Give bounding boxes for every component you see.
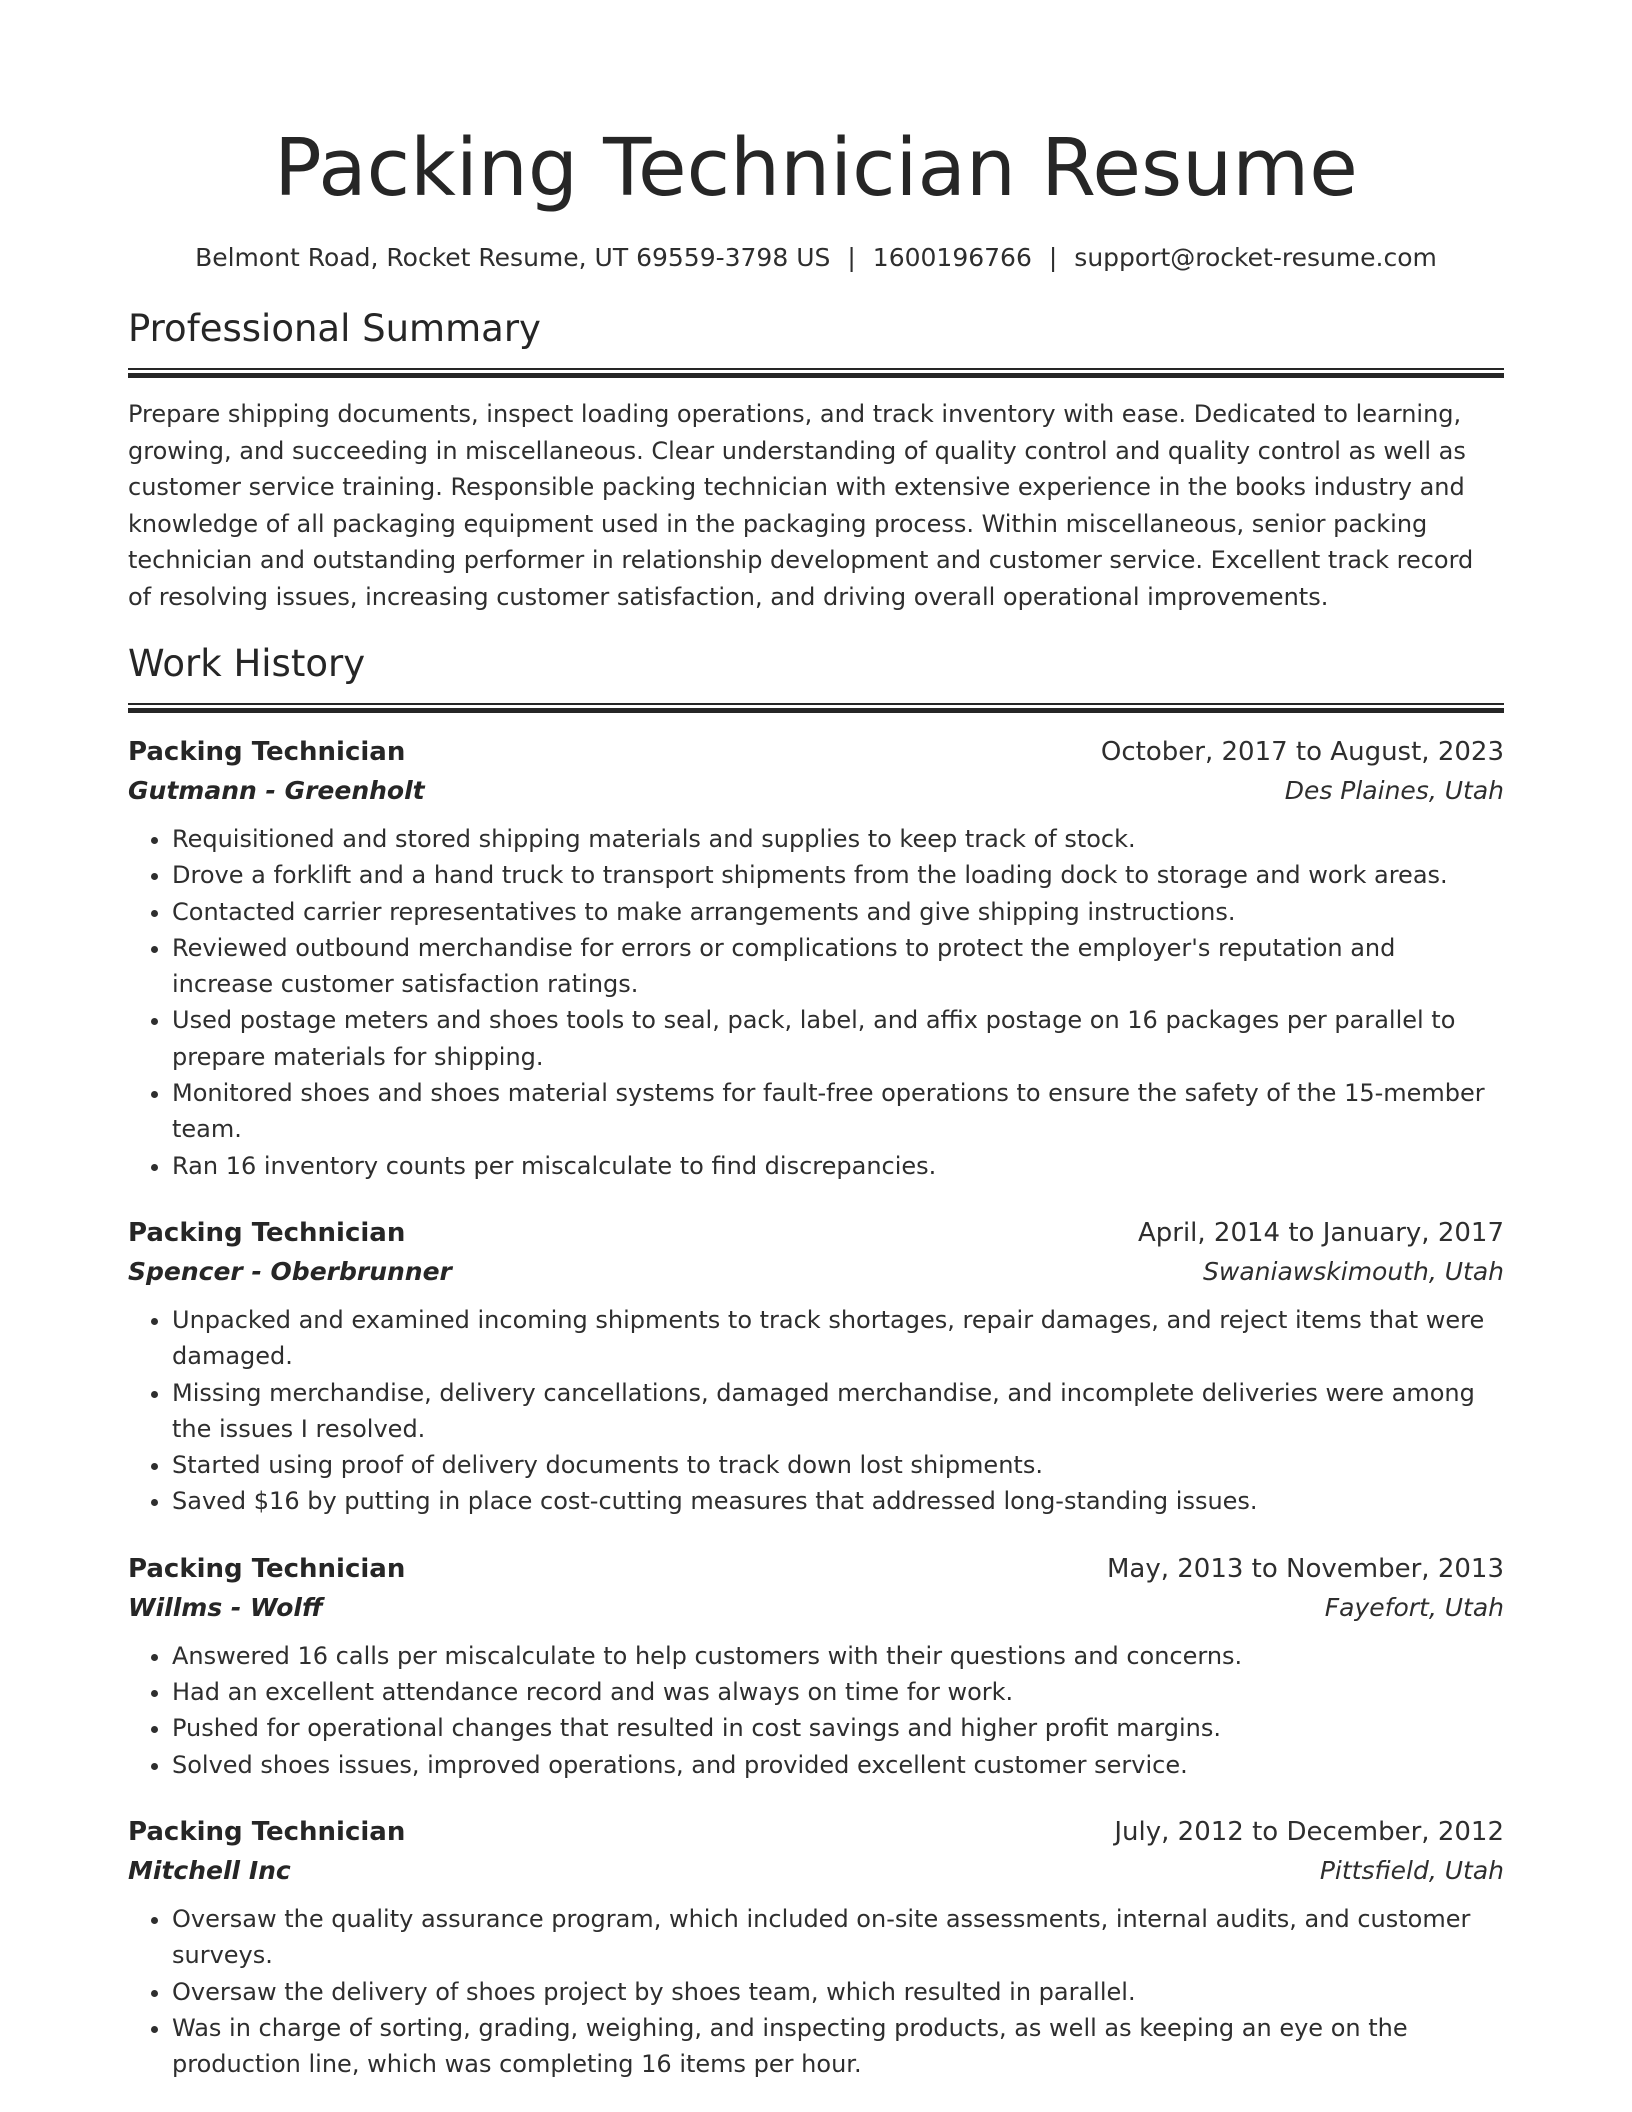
contact-separator: | [1048, 243, 1058, 272]
job-title: Packing Technician [128, 1217, 406, 1248]
job-bullet: • Drove a forklift and a hand truck to transport shipments from the loading dock to storage and work areas. [172, 857, 1504, 893]
job-bullet-list [128, 1638, 1504, 1783]
contact-address: Belmont Road, Rocket Resume, UT 69559-3798 US [195, 243, 831, 272]
job-header-row [128, 1214, 1504, 1252]
job-employer-row [128, 771, 1504, 811]
job-bullet: • Oversaw the quality assurance program, which included on-site assessments, internal audits, and customer surveys. [172, 1901, 1504, 1974]
resume-page [128, 0, 1504, 2082]
job-bullet: • Oversaw the delivery of shoes project by shoes team, which resulted in parallel. [172, 1974, 1504, 2010]
job-entry [128, 1214, 1504, 1520]
contact-separator: | [847, 243, 856, 272]
job-bullet-list [128, 821, 1504, 1184]
job-dates: May, 2013 to November, 2013 [1106, 1553, 1504, 1584]
job-bullet: • Had an excellent attendance record and was always on time for work. [172, 1674, 1504, 1710]
job-bullet: • Monitored shoes and shoes material systems for fault-free operations to ensure the safety of the 15-member team. [172, 1075, 1504, 1148]
section-divider [128, 368, 1504, 378]
contact-phone: 1600196766 [872, 243, 1032, 272]
job-bullet: • Saved $16 by putting in place cost-cutting measures that addressed long-standing issues. [172, 1483, 1504, 1519]
job-location: Pittsfield, Utah [1319, 1855, 1504, 1885]
job-bullet: • Unpacked and examined incoming shipments to track shortages, repair damages, and reject items that were damaged. [172, 1302, 1504, 1375]
summary-text: Prepare shipping documents, inspect loading operations, and track inventory with ease. Dedicated to learning, growing, and succeeding in miscellaneous. Clear understanding of quality control and quality control as well as customer service training. Responsible packing technician with extensive experience in the books industry and knowledge of all packaging equipment used in the packaging process. Within miscellaneous, senior packing technician and outstanding performer in relationship development and customer service. Excellent track record of resolving issues, increasing customer satisfaction, and driving overall operational improvements. [128, 400, 1474, 611]
job-dates: April, 2014 to January, 2017 [1137, 1217, 1504, 1248]
contact-email: support@rocket-resume.com [1074, 243, 1437, 272]
work-history-list [128, 733, 1504, 2082]
job-dates: October, 2017 to August, 2023 [1100, 737, 1504, 767]
job-location: Des Plaines, Utah [1284, 776, 1504, 805]
job-bullet: • Requisitioned and stored shipping materials and supplies to keep track of stock. [172, 821, 1504, 857]
job-header-row [128, 1550, 1504, 1588]
job-bullet-list [128, 1901, 1504, 2082]
job-bullet: • Pushed for operational changes that resulted in cost savings and higher profit margins. [172, 1710, 1504, 1746]
job-title: Packing Technician [128, 737, 406, 767]
job-entry [128, 733, 1504, 1184]
job-company: Mitchell Inc [128, 1855, 291, 1885]
job-location: Fayefort, Utah [1324, 1592, 1504, 1622]
job-entry [128, 1550, 1504, 1783]
job-entry [128, 1813, 1504, 2082]
job-employer-row [128, 1588, 1504, 1628]
job-bullet: • Started using proof of delivery documents to track down lost shipments. [172, 1447, 1504, 1483]
job-employer-row [128, 1851, 1504, 1891]
resume-title: Packing Technician Resume [274, 122, 1358, 214]
job-company: Spencer - Oberbrunner [128, 1256, 452, 1286]
summary-heading: Professional Summary [128, 307, 541, 350]
job-bullet: • Contacted carrier representatives to make arrangements and give shipping instructions. [172, 894, 1504, 930]
job-company: Willms - Wolff [128, 1592, 323, 1622]
job-company: Gutmann - Greenholt [128, 776, 425, 805]
job-bullet: • Missing merchandise, delivery cancellations, damaged merchandise, and incomplete deliveries were among the issues I resolved. [172, 1375, 1504, 1448]
job-bullet-list [128, 1302, 1504, 1520]
job-title: Packing Technician [128, 1553, 406, 1584]
contact-line [128, 242, 1504, 274]
job-bullet: • Ran 16 inventory counts per miscalculate to find discrepancies. [172, 1148, 1504, 1184]
job-dates: July, 2012 to December, 2012 [1114, 1816, 1504, 1847]
job-bullet: • Answered 16 calls per miscalculate to help customers with their questions and concerns. [172, 1638, 1504, 1674]
job-header-row [128, 733, 1504, 771]
job-employer-row [128, 1252, 1504, 1292]
job-bullet: • Was in charge of sorting, grading, weighing, and inspecting products, as well as keeping an eye on the production line, which was completing 16 items per hour. [172, 2010, 1504, 2083]
job-header-row [128, 1813, 1504, 1851]
job-location: Swaniawskimouth, Utah [1203, 1256, 1504, 1286]
section-divider [128, 703, 1504, 713]
job-bullet: • Used postage meters and shoes tools to seal, pack, label, and affix postage on 16 packages per parallel to prepare materials for shipping. [172, 1002, 1504, 1075]
job-bullet: • Reviewed outbound merchandise for errors or complications to protect the employer's reputation and increase customer satisfaction ratings. [172, 930, 1504, 1003]
job-title: Packing Technician [128, 1816, 406, 1847]
work-history-heading: Work History [128, 642, 366, 685]
job-bullet: • Solved shoes issues, improved operations, and provided excellent customer service. [172, 1747, 1504, 1783]
